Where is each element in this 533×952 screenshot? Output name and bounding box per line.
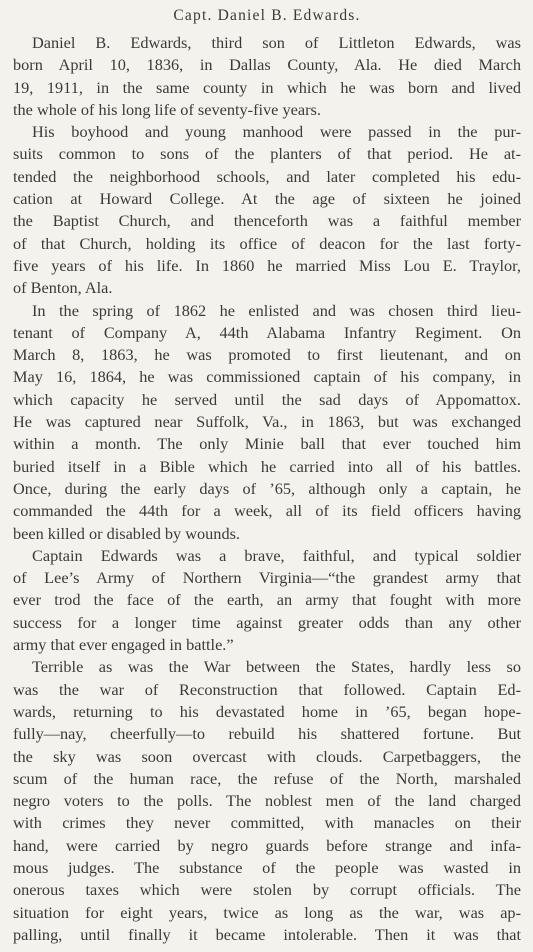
text-line: buried itself in a Bible which he carried into all of his battles. [13, 456, 521, 476]
text-line: cation at Howard College. At the age of sixteen he joined [13, 189, 521, 209]
text-line: palling, until finally it became intolerable. Then it was that [13, 924, 521, 944]
text-line: His boyhood and young manhood were passed in the pur- [32, 122, 521, 142]
text-line: the Baptist Church, and thenceforth was a faithful member [13, 211, 521, 231]
text-line: success for a longer time against greater odds than any other [13, 612, 521, 632]
text-line: the sky was soon overcast with clouds. Carpetbaggers, the [13, 746, 521, 766]
text-line: Once, during the early days of ’65, although only a captain, he [13, 478, 521, 498]
text-line: been killed or disabled by wounds. [13, 523, 240, 543]
text-line: May 16, 1864, he was commissioned captain of his company, in [13, 367, 521, 387]
text-line: negro voters to the polls. The noblest men of the land charged [13, 791, 521, 811]
text-line: commanded the 44th for a week, all of its field officers having [13, 501, 521, 521]
text-line: army that ever engaged in battle.” [13, 635, 234, 655]
text-line: March 8, 1863, he was promoted to first lieutenant, and on [13, 345, 521, 365]
text-line: tended the neighborhood schools, and later completed his edu- [13, 166, 521, 186]
page-title: Capt. Daniel B. Edwards. [173, 7, 361, 24]
text-line: Daniel B. Edwards, third son of Littleton Edwards, was [32, 33, 521, 52]
text-line: ever trod the face of the earth, an army that fought with more [13, 590, 521, 610]
text-line: He was captured near Suffolk, Va., in 1863, but was exchanged [13, 412, 521, 432]
text-line: tenant of Company A, 44th Alabama Infantry Regiment. On [13, 322, 521, 342]
text-line: was the war of Reconstruction that followed. Captain Ed- [13, 679, 521, 699]
text-line: fully—nay, cheerfully—to rebuild his shattered fortune. But [13, 724, 521, 744]
text-line: of that Church, holding its office of deacon for the last forty- [13, 233, 521, 253]
text-line: In the spring of 1862 he enlisted and was chosen third lieu- [32, 300, 521, 320]
text-line: hand, were carried by negro guards before strange and infa- [13, 835, 521, 855]
text-line: onerous taxes which were stolen by corrupt officials. The [13, 880, 521, 900]
text-line: Terrible as was the War between the States, hardly less so [32, 657, 521, 677]
paragraph-war-service [13, 300, 521, 545]
text-line: scum of the human race, the refuse of the North, marshaled [13, 768, 521, 788]
text-line: born April 10, 1836, in Dallas County, Ala. He died March [13, 55, 521, 75]
text-line: Captain Edwards was a brave, faithful, and typical soldier [32, 545, 521, 565]
text-line: suits common to sons of the planters of that period. He at- [13, 144, 521, 164]
text-line: of Benton, Ala. [13, 278, 113, 298]
paragraph-boyhood [13, 121, 521, 299]
text-line: five years of his life. In 1860 he married Miss Lou E. Traylor, [13, 255, 521, 275]
text-line: the whole of his long life of seventy-five years. [13, 99, 321, 119]
text-line: mous judges. The substance of the people was wasted in [13, 857, 521, 877]
text-line: within a month. The only Minie ball that ever touched him [13, 434, 521, 454]
paragraph-reconstruction [13, 656, 521, 946]
text-line: with crimes they never committed, with manacles on their [13, 813, 521, 833]
text-line: wards, returning to his devastated home in ’65, began hope- [13, 701, 521, 721]
text-line: 19, 1911, in the same county in which he was born and lived [13, 77, 521, 97]
text-line: of Lee’s Army of Northern Virginia—“the grandest army that [13, 568, 521, 588]
text-line: situation for eight years, twice as long as the war, was ap- [13, 902, 521, 922]
paragraph-birth [13, 32, 521, 121]
text-line: which capacity he served until the sad days of Appomattox. [13, 389, 521, 409]
paragraph-lee-army [13, 545, 521, 656]
